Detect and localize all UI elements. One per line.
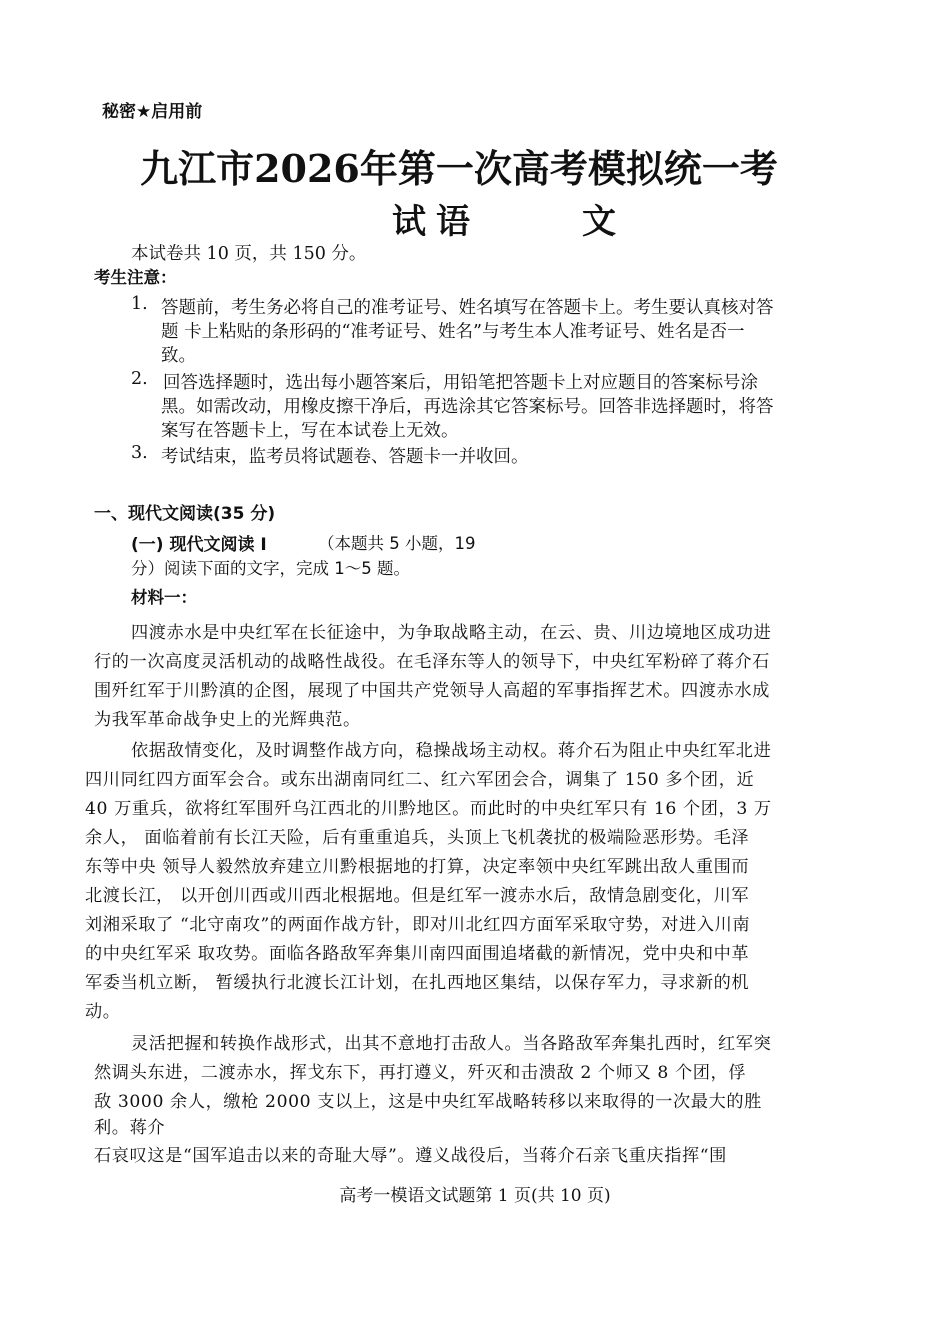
section-heading: 一、现代文阅读(35 分) <box>94 504 276 524</box>
notice-item-number: 2. <box>131 369 148 389</box>
paragraph-line: 石哀叹这是“国军追击以来的奇耻大辱”。遵义战役后，当蒋介石亲飞重庆指挥“围 <box>94 1146 727 1166</box>
paragraph-line: 军委当机立断， 暂缓执行北渡长江计划，在扎西地区集结，以保存军力，寻求新的机 <box>85 973 750 993</box>
paragraph-line: 然调头东进，二渡赤水，挥戈东下，再打遵义，歼灭和击溃敌 2 个师又 8 个团，俘 <box>94 1063 747 1083</box>
notice-item-number: 1. <box>131 294 148 314</box>
paragraph-line: 动。 <box>85 1002 121 1022</box>
notice-item-line: 回答选择题时，选出每小题答案后，用铅笔把答题卡上对应题目的答案标号涂 <box>163 373 758 393</box>
exam-intro: 本试卷共 10 页，共 150 分。 <box>131 244 367 264</box>
paragraph-line: 40 万重兵，欲将红军围歼乌江西北的川黔地区。而此时的中央红军只有 16 个团，3 万 <box>85 799 772 819</box>
paragraph-line: 灵活把握和转换作战形式，出其不意地打击敌人。当各路敌军奔集扎西时，红军突 <box>131 1034 772 1054</box>
paragraph-line: 利。蒋介 <box>94 1118 166 1138</box>
notice-item-line: 致。 <box>161 346 196 366</box>
paragraph-line: 敌 3000 余人，缴枪 2000 支以上，这是中央红军战略转移以来取得的一次最大的胜 <box>94 1092 762 1112</box>
paragraph-line: 围歼红军于川黔滇的企图，展现了中国共产党领导人高超的军事指挥艺术。四渡赤水成 <box>94 681 770 701</box>
paragraph-line: 行的一次高度灵活机动的战略性战役。在毛泽东等人的领导下，中央红军粉碎了蒋介石 <box>94 652 770 672</box>
paragraph-line: 刘湘采取了 “北守南攻”的两面作战方针，即对川北红四方面军采取守势，对进入川南 <box>85 915 751 935</box>
secret-label: 秘密★启用前 <box>102 102 203 122</box>
notice-item-line: 答题前，考生务必将自己的准考证号、姓名填写在答题卡上。考生要认真核对答 <box>161 298 774 318</box>
subsection-note: （本题共 5 小题，19 <box>318 534 476 553</box>
subject-char-1: 试 <box>392 202 426 242</box>
notice-item-line: 案写在答题卡上，写在本试卷上无效。 <box>161 421 459 441</box>
notice-item-line: 题 卡上粘贴的条形码的“准考证号、姓名”与考生本人准考证号、姓名是否一 <box>161 322 745 342</box>
notice-item-number: 3. <box>131 443 148 463</box>
material-label: 材料一： <box>131 588 197 607</box>
paragraph-line: 的中央红军采 取攻势。面临各路敌军奔集川南四面围追堵截的新情况，党中央和中革 <box>85 944 750 964</box>
subject-char-2: 语 <box>436 202 470 242</box>
exam-title: 九江市2026年第一次高考模拟统一考 <box>140 146 778 191</box>
notice-heading: 考生注意： <box>94 268 177 287</box>
paragraph-line: 四川同红四方面军会合。或东出湖南同红二、红六军团会合，调集了 150 多个团，近 <box>85 770 755 790</box>
subsection-instruction: 分）阅读下面的文字，完成 1～5 题。 <box>131 559 410 578</box>
paragraph-line: 为我军革命战争史上的光辉典范。 <box>94 710 361 730</box>
paragraph-line: 四渡赤水是中央红军在长征途中，为争取战略主动，在云、贵、川边境地区成功进 <box>131 623 772 643</box>
subject-char-3: 文 <box>582 202 616 242</box>
paragraph-line: 余人， 面临着前有长江天险，后有重重追兵，头顶上飞机袭扰的极端险恶形势。毛泽 <box>85 828 750 848</box>
notice-item-line: 黑。如需改动，用橡皮擦干净后，再选涂其它答案标号。回答非选择题时，将答 <box>161 397 774 417</box>
paragraph-line: 北渡长江， 以开创川西或川西北根据地。但是红军一渡赤水后，敌情急剧变化，川军 <box>85 886 750 906</box>
paragraph-line: 东等中央 领导人毅然放弃建立川黔根据地的打算，决定率领中央红军跳出敌人重围而 <box>85 857 750 877</box>
paragraph-line: 依据敌情变化，及时调整作战方向，稳操战场主动权。蒋介石为阻止中央红军北进 <box>131 741 772 761</box>
notice-item-line: 考试结束，监考员将试题卷、答题卡一并收回。 <box>161 447 529 467</box>
subsection-heading: (一) 现代文阅读 I <box>131 535 267 555</box>
page-footer: 高考一模语文试题第 1 页(共 10 页) <box>339 1186 611 1206</box>
